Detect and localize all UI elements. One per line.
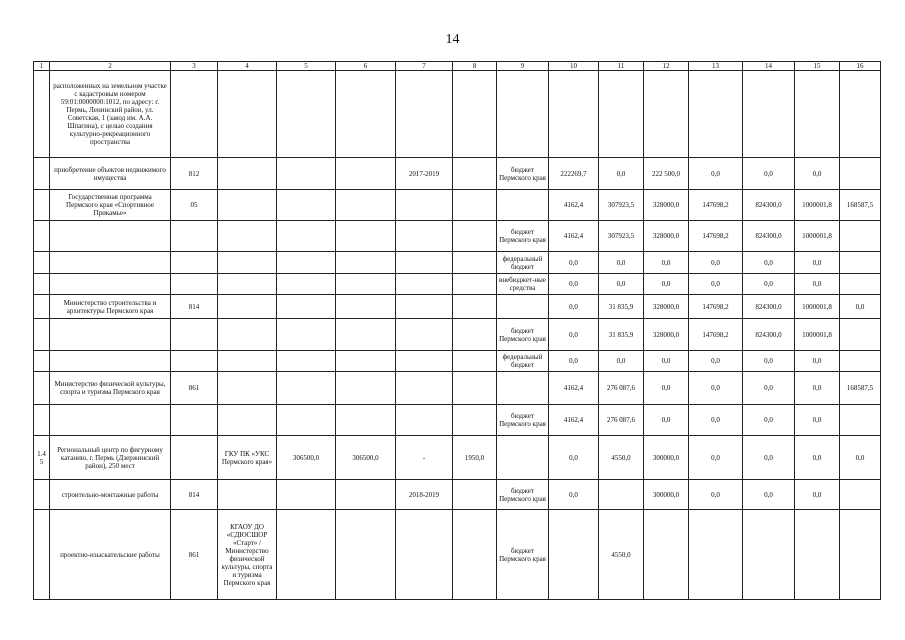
table-cell	[171, 274, 218, 295]
table-cell: 0,0	[795, 158, 840, 190]
table-cell: 0,0	[689, 372, 743, 405]
table-cell	[453, 71, 497, 158]
table-cell: 276 087,6	[599, 372, 644, 405]
table-cell	[453, 252, 497, 274]
table-cell: 1.45	[34, 436, 50, 480]
table-cell: 1000001,8	[795, 190, 840, 221]
table-cell	[840, 71, 881, 158]
table-cell: ГКУ ПК «УКС Пермского края»	[218, 436, 277, 480]
table-cell: 824300,0	[743, 295, 795, 319]
table-cell	[795, 71, 840, 158]
column-header: 7	[396, 62, 453, 71]
table-cell: 0,0	[644, 405, 689, 436]
table-cell	[396, 252, 453, 274]
table-cell: 2018-2019	[396, 480, 453, 510]
table-cell	[689, 71, 743, 158]
table-cell: 0,0	[743, 158, 795, 190]
table-cell: внебюджет-ные средства	[497, 274, 549, 295]
table-cell	[171, 252, 218, 274]
row-name-cell	[50, 274, 171, 295]
table-cell	[396, 274, 453, 295]
table-row	[34, 372, 881, 405]
table-cell	[277, 405, 336, 436]
table-cell: 1000001,8	[795, 221, 840, 252]
table-cell	[840, 405, 881, 436]
table-cell	[336, 372, 396, 405]
row-name-cell	[50, 252, 171, 274]
table-cell: 861	[171, 372, 218, 405]
table-cell: 0,0	[840, 295, 881, 319]
table-cell: 824300,0	[743, 319, 795, 351]
table-cell: 0,0	[689, 274, 743, 295]
table-cell: 0,0	[743, 405, 795, 436]
table-cell: 0,0	[549, 274, 599, 295]
row-name-cell: расположенных на земельном участке с кадастровым номером 59:01:0000000:1012, по адресу: г. Пермь, Ленинский район, ул. Советская, 1 (завод им. А.А. Шпагина), с целью создания культурно-рекреационного пространства	[50, 71, 171, 158]
table-cell	[336, 480, 396, 510]
table-cell: 0,0	[795, 351, 840, 372]
table-cell	[453, 295, 497, 319]
table-cell	[396, 351, 453, 372]
table-cell	[644, 510, 689, 600]
table-cell	[34, 221, 50, 252]
table-cell	[453, 319, 497, 351]
table-cell: 0,0	[743, 480, 795, 510]
row-name-cell: проектно-изыскательские работы	[50, 510, 171, 600]
table-cell: 861	[171, 510, 218, 600]
table-cell: федеральный бюджет	[497, 351, 549, 372]
table-cell	[277, 190, 336, 221]
table-cell: 0,0	[743, 436, 795, 480]
table-cell: 222269,7	[549, 158, 599, 190]
column-header: 6	[336, 62, 396, 71]
table-cell	[644, 71, 689, 158]
table-cell	[34, 372, 50, 405]
table-cell	[497, 372, 549, 405]
table-cell: 168587,5	[840, 190, 881, 221]
table-cell: 4162,4	[549, 221, 599, 252]
table-cell	[840, 510, 881, 600]
table-cell	[277, 372, 336, 405]
table-cell	[171, 351, 218, 372]
table-cell: 812	[171, 158, 218, 190]
table-cell	[549, 71, 599, 158]
table-cell	[599, 480, 644, 510]
table-cell: 1950,0	[453, 436, 497, 480]
column-header: 2	[50, 62, 171, 71]
table-cell	[34, 351, 50, 372]
table-cell	[453, 480, 497, 510]
table-cell	[277, 351, 336, 372]
table-cell	[218, 71, 277, 158]
table-cell: 0,0	[689, 158, 743, 190]
table-cell	[277, 295, 336, 319]
table-cell: 147698,2	[689, 221, 743, 252]
table-cell	[453, 405, 497, 436]
table-cell	[218, 319, 277, 351]
header-row	[34, 62, 881, 71]
table-cell	[34, 405, 50, 436]
table-cell: 0,0	[795, 405, 840, 436]
table-cell	[497, 436, 549, 480]
table-cell	[453, 510, 497, 600]
table-cell	[840, 319, 881, 351]
table-cell: 328000,0	[644, 221, 689, 252]
table-cell	[218, 274, 277, 295]
table-cell	[218, 295, 277, 319]
table-cell: 0,0	[795, 252, 840, 274]
table-row	[34, 190, 881, 221]
table-cell	[336, 274, 396, 295]
table-cell	[336, 405, 396, 436]
table-cell	[336, 510, 396, 600]
table-cell: 31 835,9	[599, 319, 644, 351]
table-cell	[34, 274, 50, 295]
table-cell: -	[396, 436, 453, 480]
table-cell	[34, 190, 50, 221]
table-cell	[277, 158, 336, 190]
table-cell	[840, 480, 881, 510]
table-row	[34, 405, 881, 436]
table-cell	[336, 190, 396, 221]
table-cell	[218, 158, 277, 190]
table-cell: 31 835,9	[599, 295, 644, 319]
row-name-cell	[50, 221, 171, 252]
table-cell: 0,0	[549, 252, 599, 274]
table-cell: 0,0	[599, 274, 644, 295]
table-cell	[453, 351, 497, 372]
table-cell: бюджет Пермского края	[497, 221, 549, 252]
table-cell: 0,0	[644, 372, 689, 405]
table-cell: 0,0	[599, 252, 644, 274]
table-cell	[218, 221, 277, 252]
table-cell	[34, 480, 50, 510]
table-cell: 222 500,0	[644, 158, 689, 190]
table-cell: 0,0	[689, 480, 743, 510]
table-cell: 0,0	[795, 274, 840, 295]
table-cell	[336, 221, 396, 252]
table-cell	[840, 274, 881, 295]
table-cell	[453, 372, 497, 405]
table-cell	[396, 510, 453, 600]
table-cell: бюджет Пермского края	[497, 405, 549, 436]
table-cell	[396, 319, 453, 351]
table-cell: бюджет Пермского края	[497, 510, 549, 600]
table-cell: 306500,0	[336, 436, 396, 480]
table-cell: 0,0	[689, 351, 743, 372]
column-header: 1	[34, 62, 50, 71]
table-cell: 4162,4	[549, 372, 599, 405]
table-cell: 2017-2019	[396, 158, 453, 190]
table-cell: 276 087,6	[599, 405, 644, 436]
table-cell: федеральный бюджет	[497, 252, 549, 274]
column-header: 10	[549, 62, 599, 71]
table-cell: 0,0	[549, 351, 599, 372]
table-cell	[277, 274, 336, 295]
table-cell: 0,0	[689, 405, 743, 436]
table-cell	[277, 252, 336, 274]
table-cell	[336, 351, 396, 372]
table-cell: 4162,4	[549, 190, 599, 221]
column-header: 13	[689, 62, 743, 71]
table-cell: 306500,0	[277, 436, 336, 480]
table-cell	[34, 252, 50, 274]
column-header: 9	[497, 62, 549, 71]
table-cell	[218, 480, 277, 510]
table-cell: 0,0	[644, 351, 689, 372]
table-cell	[171, 221, 218, 252]
table-cell	[218, 190, 277, 221]
column-header: 5	[277, 62, 336, 71]
table-cell	[453, 221, 497, 252]
table-cell	[840, 158, 881, 190]
table-cell	[497, 71, 549, 158]
table-cell: бюджет Пермского края	[497, 158, 549, 190]
table-cell: 4550,0	[599, 510, 644, 600]
table-cell: 147698,2	[689, 319, 743, 351]
table-cell	[795, 510, 840, 600]
table-row	[34, 71, 881, 158]
column-header: 14	[743, 62, 795, 71]
column-header: 3	[171, 62, 218, 71]
table-cell: 1000001,8	[795, 295, 840, 319]
table-cell	[218, 405, 277, 436]
row-name-cell: Министерство физической культуры, спорта и туризма Пермского края	[50, 372, 171, 405]
table-cell	[336, 158, 396, 190]
table-cell	[171, 405, 218, 436]
row-name-cell: Государственная программа Пермского края «Спортивное Прикамье»	[50, 190, 171, 221]
table-cell: 0,0	[549, 295, 599, 319]
table-cell: 0,0	[743, 274, 795, 295]
column-header: 11	[599, 62, 644, 71]
row-name-cell: строительно-монтажные работы	[50, 480, 171, 510]
table-row	[34, 158, 881, 190]
table-cell	[396, 372, 453, 405]
table-cell: 168587,5	[840, 372, 881, 405]
table-cell: 0,0	[644, 274, 689, 295]
table-cell: 328000,0	[644, 190, 689, 221]
row-name-cell	[50, 405, 171, 436]
table-cell	[171, 71, 218, 158]
table-cell	[218, 252, 277, 274]
table-cell	[396, 190, 453, 221]
table-cell: 0,0	[743, 252, 795, 274]
table-cell: 0,0	[689, 436, 743, 480]
table-cell	[396, 295, 453, 319]
table-cell	[549, 510, 599, 600]
table-cell	[336, 71, 396, 158]
table-cell	[497, 190, 549, 221]
table-cell: 824300,0	[743, 190, 795, 221]
table-cell: 1000001,8	[795, 319, 840, 351]
table-cell: 814	[171, 480, 218, 510]
table-cell: 300000,0	[644, 480, 689, 510]
table-cell: 147698,2	[689, 295, 743, 319]
table-cell: 328000,0	[644, 319, 689, 351]
table-cell	[34, 510, 50, 600]
table-cell: 0,0	[549, 436, 599, 480]
table-cell	[336, 319, 396, 351]
table-cell: бюджет Пермского края	[497, 480, 549, 510]
table-cell	[396, 405, 453, 436]
table-cell: 307923,5	[599, 190, 644, 221]
row-name-cell: Региональный центр по фигурному катанию, г. Пермь (Дзержинский район), 250 мест	[50, 436, 171, 480]
table-row	[34, 221, 881, 252]
table-cell: 0,0	[549, 319, 599, 351]
table-cell	[840, 252, 881, 274]
table-cell	[171, 319, 218, 351]
table-cell	[218, 372, 277, 405]
table-cell	[218, 351, 277, 372]
table-row	[34, 295, 881, 319]
table-row	[34, 510, 881, 600]
table-cell: 307923,5	[599, 221, 644, 252]
column-header: 4	[218, 62, 277, 71]
table-cell	[453, 158, 497, 190]
table-cell	[277, 71, 336, 158]
table-row	[34, 436, 881, 480]
table-row	[34, 274, 881, 295]
table-cell: 0,0	[549, 480, 599, 510]
budget-table	[33, 61, 881, 600]
table-cell: 824300,0	[743, 221, 795, 252]
table-cell	[34, 319, 50, 351]
page-number: 14	[445, 32, 460, 47]
table-cell: 0,0	[795, 436, 840, 480]
table-cell	[34, 71, 50, 158]
table-cell: 05	[171, 190, 218, 221]
table-cell: 0,0	[599, 351, 644, 372]
table-cell	[396, 71, 453, 158]
table-cell	[840, 221, 881, 252]
table-row	[34, 252, 881, 274]
table-cell	[497, 295, 549, 319]
table-cell	[743, 71, 795, 158]
table-cell: 147698,2	[689, 190, 743, 221]
row-name-cell: Министерство строительства и архитектуры Пермского края	[50, 295, 171, 319]
table-cell: 0,0	[689, 252, 743, 274]
column-header: 16	[840, 62, 881, 71]
table-cell	[277, 510, 336, 600]
table-cell: 328000,0	[644, 295, 689, 319]
table-cell	[336, 252, 396, 274]
table-row	[34, 351, 881, 372]
table-cell: КГАОУ ДО «СДЮСШОР «Старт» /Министерство физической культуры, спорта и туризма Пермского края	[218, 510, 277, 600]
table-cell	[277, 319, 336, 351]
row-name-cell	[50, 319, 171, 351]
column-header: 15	[795, 62, 840, 71]
table-cell: 0,0	[795, 372, 840, 405]
table-row	[34, 480, 881, 510]
table-cell	[453, 274, 497, 295]
table-cell: 300000,0	[644, 436, 689, 480]
table-cell	[34, 158, 50, 190]
column-header: 8	[453, 62, 497, 71]
column-header: 12	[644, 62, 689, 71]
table-cell	[743, 510, 795, 600]
table-row	[34, 319, 881, 351]
table-cell: 0,0	[840, 436, 881, 480]
table-cell	[34, 295, 50, 319]
table-cell	[171, 436, 218, 480]
table-cell: 0,0	[743, 372, 795, 405]
table-cell: 814	[171, 295, 218, 319]
table-cell	[277, 480, 336, 510]
row-name-cell	[50, 351, 171, 372]
table-cell: 0,0	[644, 252, 689, 274]
table-cell: 0,0	[599, 158, 644, 190]
table-cell: 4162,4	[549, 405, 599, 436]
table-cell	[689, 510, 743, 600]
table-cell	[840, 351, 881, 372]
table-cell: 0,0	[743, 351, 795, 372]
table-cell: 4550,0	[599, 436, 644, 480]
row-name-cell: приобретение объектов недвижимого имущества	[50, 158, 171, 190]
table-cell	[396, 221, 453, 252]
table-cell	[453, 190, 497, 221]
table-cell	[336, 295, 396, 319]
table-cell	[599, 71, 644, 158]
table-cell	[277, 221, 336, 252]
table-cell: 0,0	[795, 480, 840, 510]
table-cell: бюджет Пермского края	[497, 319, 549, 351]
